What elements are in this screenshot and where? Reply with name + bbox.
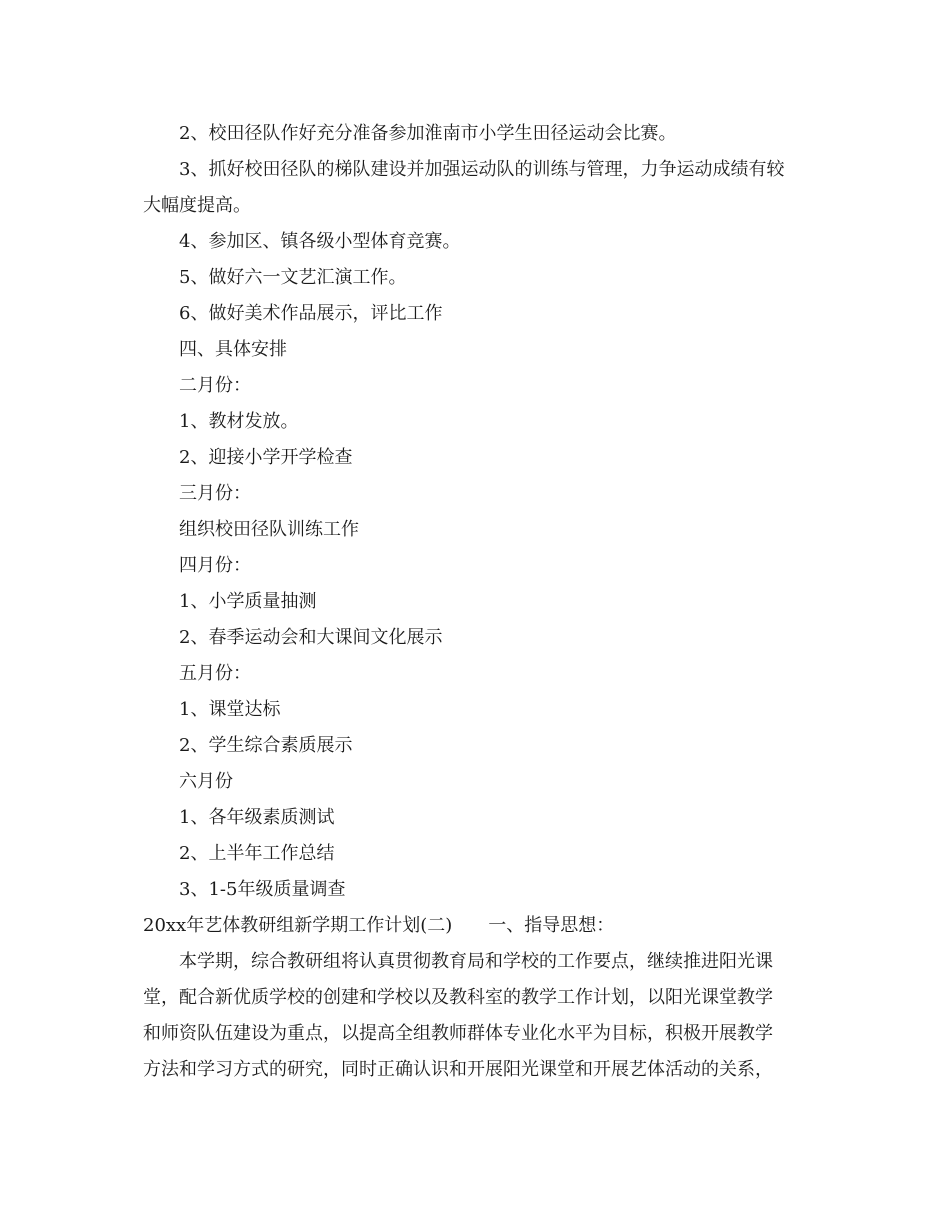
list-item: 2、校田径队作好充分准备参加淮南市小学生田径运动会比赛。 <box>179 123 677 144</box>
list-item: 5、做好六一文艺汇演工作。 <box>179 267 407 288</box>
month-heading: 四月份： <box>179 555 251 576</box>
list-item: 3、1-5年级质量调查 <box>179 879 346 900</box>
list-item: 1、课堂达标 <box>179 699 281 720</box>
paragraph-line: 方法和学习方式的研究，同时正确认识和开展阳光课堂和开展艺体活动的关系， <box>143 1059 773 1080</box>
document-title: 20xx年艺体教研组新学期工作计划(二) <box>143 915 453 936</box>
month-heading: 二月份： <box>179 375 251 396</box>
list-item: 4、参加区、镇各级小型体育竞赛。 <box>179 231 461 252</box>
list-item: 2、春季运动会和大课间文化展示 <box>179 627 443 648</box>
section-heading: 一、指导思想： <box>488 915 615 936</box>
list-item: 3、抓好校田径队的梯队建设并加强运动队的训练与管理，力争运动成绩有较 <box>179 159 785 180</box>
month-heading: 五月份： <box>179 663 251 684</box>
section-heading: 四、具体安排 <box>179 339 287 360</box>
document-body <box>143 116 808 1088</box>
document-title-line <box>143 908 808 944</box>
list-item-continuation: 大幅度提高。 <box>143 195 251 216</box>
list-item: 1、小学质量抽测 <box>179 591 317 612</box>
month-heading: 六月份 <box>179 771 233 792</box>
list-item: 2、迎接小学开学检查 <box>179 447 353 468</box>
paragraph-line: 和师资队伍建设为重点，以提高全组教师群体专业化水平为目标，积极开展教学 <box>143 1023 773 1044</box>
list-item: 1、各年级素质测试 <box>179 807 335 828</box>
paragraph-line: 本学期，综合教研组将认真贯彻教育局和学校的工作要点，继续推进阳光课 <box>179 951 773 972</box>
list-item: 2、学生综合素质展示 <box>179 735 353 756</box>
list-item: 6、做好美术作品展示，评比工作 <box>179 303 443 324</box>
paragraph-line: 堂，配合新优质学校的创建和学校以及教科室的教学工作计划，以阳光课堂教学 <box>143 987 773 1008</box>
month-heading: 三月份： <box>179 483 251 504</box>
list-item: 组织校田径队训练工作 <box>179 519 359 540</box>
list-item: 2、上半年工作总结 <box>179 843 335 864</box>
list-item: 1、教材发放。 <box>179 411 299 432</box>
